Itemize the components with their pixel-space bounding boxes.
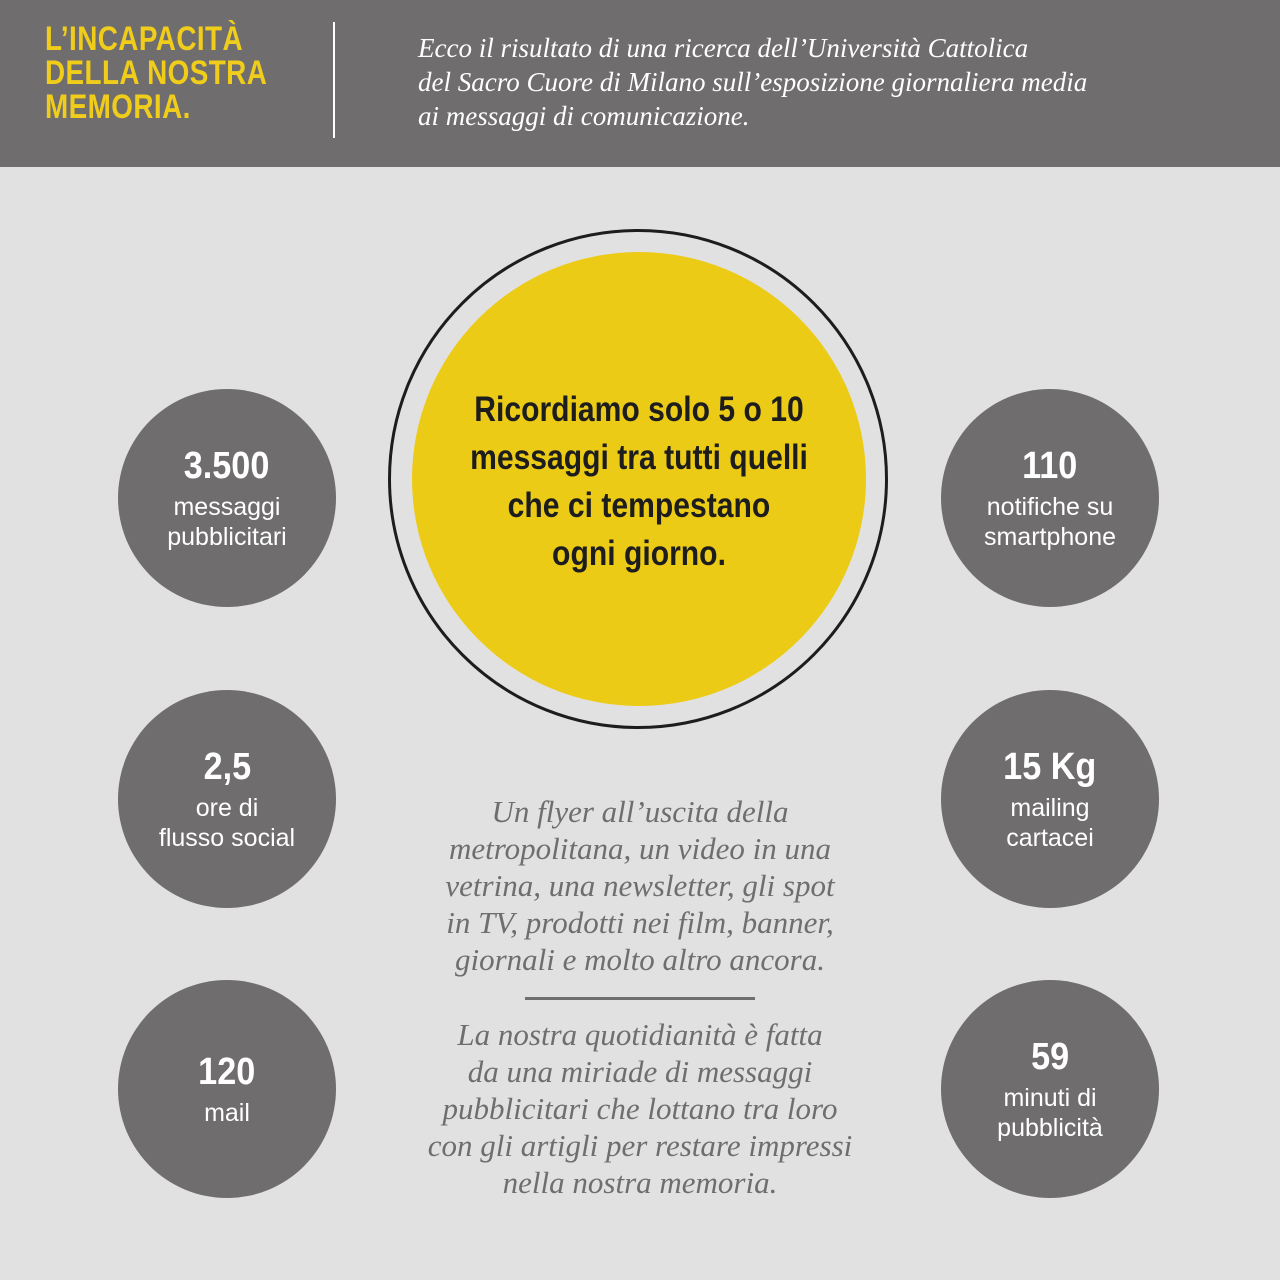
center-line: che ci tempestano [507, 486, 771, 525]
paragraph-divider [525, 997, 755, 1000]
paragraph-line: giornali e molto altro ancora. [455, 942, 825, 977]
stat-label [984, 492, 1116, 552]
paragraph-line: pubblicitari che lottano tra loro [442, 1091, 838, 1126]
stat-label-line: notifiche su [986, 493, 1114, 521]
stat-label-line: pubblicità [997, 1114, 1103, 1142]
intro-line: Ecco il risultato di una ricerca dell’Università Cattolica [418, 33, 1029, 63]
center-line: Ricordiamo solo 5 o 10 [474, 390, 804, 429]
header-divider [333, 22, 335, 138]
center-message [412, 386, 866, 578]
paragraph-line: vetrina, una newsletter, gli spot [445, 868, 835, 903]
center-line: ogni giorno. [552, 534, 726, 573]
paragraph-line: con gli artigli per restare impressi [427, 1128, 853, 1163]
intro-line: ai messaggi di comunicazione. [418, 101, 750, 131]
stat-label [204, 1098, 250, 1128]
stat-label-line: flusso social [158, 824, 296, 852]
stat-label-line: mail [204, 1099, 250, 1127]
paragraph-line: nella nostra memoria. [502, 1165, 778, 1200]
stat-value: 2,5 [203, 746, 251, 788]
stat-label-line: pubblicitari [167, 523, 287, 551]
stat-circle-smartphone-notifications [941, 389, 1159, 607]
paragraph-line: metropolitana, un video in una [448, 831, 831, 866]
paragraph-line: in TV, prodotti nei film, banner, [446, 905, 834, 940]
stat-circle-advertising-messages [118, 389, 336, 607]
intro-text [418, 31, 1238, 133]
header-bar [0, 0, 1280, 167]
stat-value: 120 [198, 1051, 256, 1093]
stat-label-line: mailing [1010, 794, 1090, 822]
stat-label [1006, 793, 1094, 853]
page-title [45, 22, 266, 124]
stat-circle-paper-mailing [941, 690, 1159, 908]
stat-label [159, 793, 295, 853]
stat-label [997, 1083, 1103, 1143]
stat-circle-emails [118, 980, 336, 1198]
stat-label [167, 492, 287, 552]
stat-label-line: ore di [195, 794, 259, 822]
stat-value: 110 [1022, 445, 1078, 487]
stat-value: 59 [1030, 1036, 1070, 1078]
title-line: DELLA NOSTRA [45, 54, 268, 92]
stat-label-line: smartphone [983, 523, 1117, 551]
stat-label-line: messaggi [173, 493, 281, 521]
title-line: L’INCAPACITÀ [45, 20, 244, 58]
stat-circle-ad-minutes [941, 980, 1159, 1198]
daily-life-paragraph [380, 1016, 900, 1201]
center-line: messaggi tra tutti quelli [470, 438, 808, 477]
intro-line: del Sacro Cuore di Milano sull’esposizione giornaliera media [418, 67, 1088, 97]
paragraph-line: da una miriade di messaggi [467, 1054, 813, 1089]
paragraph-line: Un flyer all’uscita della [491, 794, 789, 829]
stat-label-line: minuti di [1003, 1084, 1097, 1112]
stat-label-line: cartacei [1006, 824, 1094, 852]
stat-value: 3.500 [184, 445, 270, 487]
stat-circle-social-hours [118, 690, 336, 908]
flyer-paragraph [380, 793, 900, 978]
title-line: MEMORIA. [45, 88, 191, 126]
paragraph-line: La nostra quotidianità è fatta [457, 1017, 823, 1052]
stat-value: 15 Kg [1003, 746, 1097, 788]
